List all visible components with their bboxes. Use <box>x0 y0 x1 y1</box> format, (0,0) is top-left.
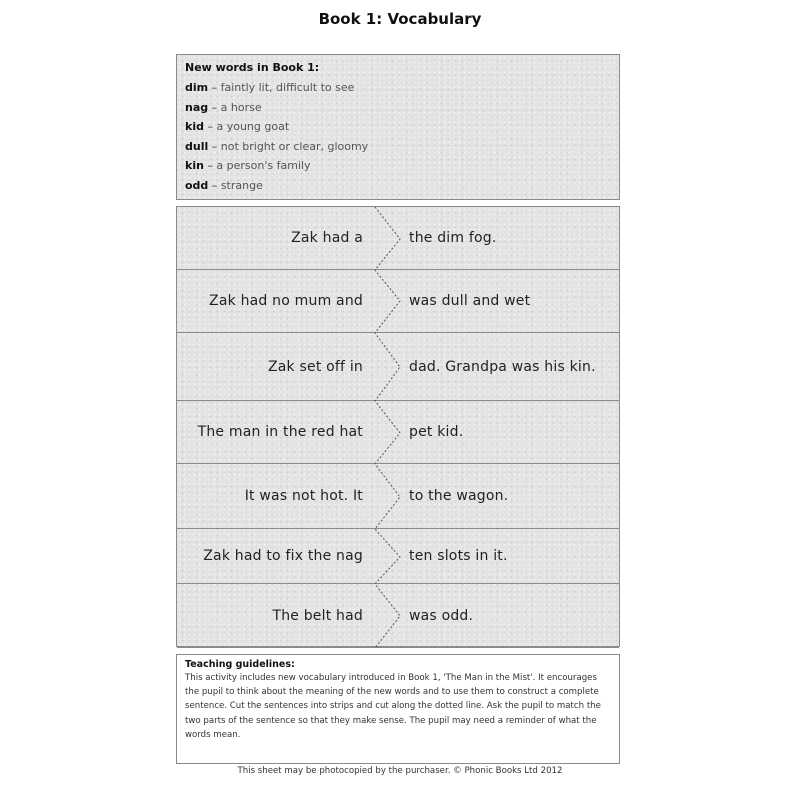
vocab-definition: not bright or clear, gloomy <box>220 139 369 153</box>
vocab-word: kid <box>185 120 204 133</box>
sentence-strip <box>177 529 619 584</box>
sentence-end: dad. Grandpa was his kin. <box>409 358 596 375</box>
sentence-end: pet kid. <box>409 424 464 440</box>
sentence-end: was odd. <box>409 607 474 624</box>
sentence-start: The man in the red hat <box>197 424 363 440</box>
sentence-start: Zak had no mum and <box>209 293 363 309</box>
sentence-start: The belt had <box>272 607 363 624</box>
sentence-strip <box>177 464 619 529</box>
sentence-end: to the wagon. <box>409 488 509 504</box>
teaching-guidelines-box <box>176 654 620 764</box>
sentence-start: Zak had a <box>291 230 363 246</box>
vocab-definition: strange <box>220 178 263 192</box>
sentence-start: It was not hot. It <box>244 488 363 504</box>
vocab-item-kin: kin – a person's family <box>185 159 311 172</box>
sentence-strips <box>176 206 620 647</box>
vocab-item-kid: kid – a young goat <box>185 120 290 133</box>
vocab-word: dim <box>185 81 209 94</box>
vocab-item-dim: dim – faintly lit, difficult to see <box>185 81 355 94</box>
sentence-end: the dim fog. <box>409 230 497 246</box>
sentence-end: ten slots in it. <box>409 548 508 564</box>
vocabulary-heading: New words in Book 1: <box>185 61 320 74</box>
sentence-strip <box>177 270 619 333</box>
guidelines-text: This activity includes new vocabulary introduced in Book 1, 'The Man in the Mist'. It encourages the pupil to think about the meaning of the new words and to use them to construct a complete sentence. Cut the sentences into strips and cut along the dotted line. Ask the pupil to match the two parts of the sentence so that they make sense. The pupil may need a reminder of what the words mean. <box>185 673 601 740</box>
sentence-start: Zak set off in <box>267 358 363 375</box>
sentence-strip <box>177 207 619 270</box>
sentence-strip <box>177 333 619 401</box>
sentence-end: was dull and wet <box>409 293 531 309</box>
vocab-word: kin <box>185 159 204 172</box>
vocab-item-dull: dull – not bright or clear, gloomy <box>185 139 369 153</box>
vocab-definition: faintly lit, difficult to see <box>220 81 355 94</box>
vocab-item-odd: odd – strange <box>185 178 263 192</box>
vocab-word: dull <box>185 139 209 153</box>
page-title: Book 1: Vocabulary <box>318 10 482 28</box>
vocab-word: odd <box>185 178 209 192</box>
copyright-footer: This sheet may be photocopied by the purchaser. © Phonic Books Ltd 2012 <box>237 766 563 776</box>
vocab-item-nag: nag – a horse <box>185 100 262 114</box>
vocab-definition: a person's family <box>216 159 311 172</box>
vocab-definition: a young goat <box>216 120 290 133</box>
vocab-word: nag <box>185 100 209 114</box>
vocabulary-box <box>176 54 620 200</box>
sentence-start: Zak had to fix the nag <box>203 548 363 564</box>
sentence-strip <box>177 401 619 464</box>
guidelines-heading: Teaching guidelines: <box>185 659 295 670</box>
sentence-strip <box>177 584 619 648</box>
vocab-definition: a horse <box>220 100 262 114</box>
